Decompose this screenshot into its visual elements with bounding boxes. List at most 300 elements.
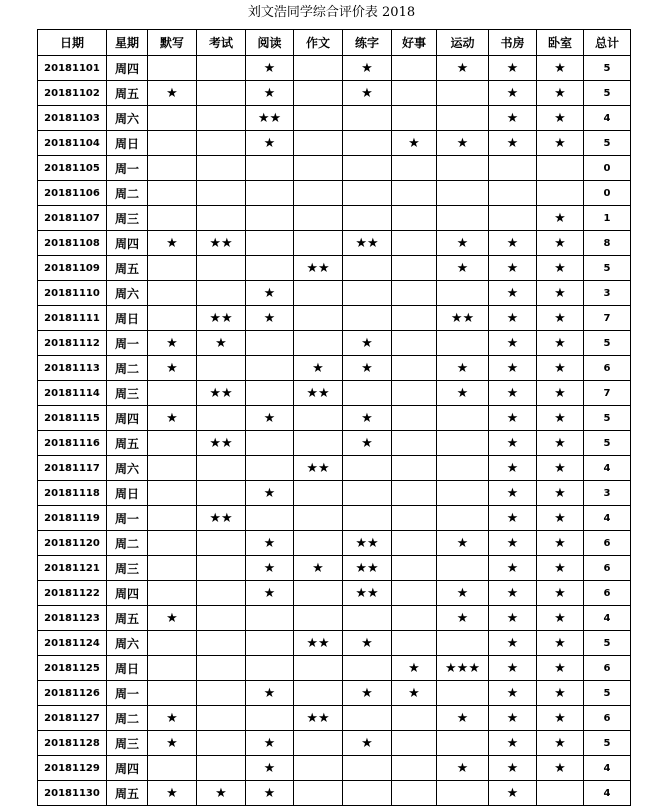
total-cell[interactable]: 5 [584, 331, 631, 356]
star-cell[interactable]: ★★ [197, 431, 246, 456]
star-cell[interactable] [197, 706, 246, 731]
column-header[interactable]: 卧室 [537, 30, 584, 56]
star-cell[interactable] [489, 206, 537, 231]
star-cell[interactable]: ★ [246, 681, 294, 706]
star-cell[interactable]: ★ [489, 331, 537, 356]
star-cell[interactable] [148, 256, 197, 281]
star-cell[interactable] [148, 681, 197, 706]
star-cell[interactable] [197, 281, 246, 306]
star-cell[interactable]: ★ [537, 581, 584, 606]
star-cell[interactable] [197, 406, 246, 431]
star-cell[interactable]: ★ [343, 731, 392, 756]
star-cell[interactable] [246, 156, 294, 181]
star-cell[interactable] [437, 456, 489, 481]
star-cell[interactable]: ★ [537, 81, 584, 106]
star-cell[interactable] [148, 431, 197, 456]
star-cell[interactable] [437, 556, 489, 581]
star-cell[interactable] [197, 531, 246, 556]
star-cell[interactable] [246, 431, 294, 456]
date-cell[interactable]: 20181129 [38, 756, 107, 781]
star-cell[interactable] [294, 531, 343, 556]
star-cell[interactable] [294, 81, 343, 106]
star-cell[interactable] [392, 56, 437, 81]
weekday-cell[interactable]: 周日 [107, 306, 148, 331]
star-cell[interactable]: ★ [294, 356, 343, 381]
star-cell[interactable]: ★ [489, 231, 537, 256]
total-cell[interactable]: 6 [584, 581, 631, 606]
star-cell[interactable]: ★ [343, 431, 392, 456]
star-cell[interactable] [197, 631, 246, 656]
total-cell[interactable]: 5 [584, 731, 631, 756]
star-cell[interactable]: ★ [489, 506, 537, 531]
star-cell[interactable]: ★ [489, 781, 537, 806]
star-cell[interactable] [343, 656, 392, 681]
star-cell[interactable]: ★ [197, 331, 246, 356]
star-cell[interactable] [197, 456, 246, 481]
total-cell[interactable]: 6 [584, 356, 631, 381]
total-cell[interactable]: 5 [584, 81, 631, 106]
star-cell[interactable]: ★★ [343, 556, 392, 581]
date-cell[interactable]: 20181107 [38, 206, 107, 231]
star-cell[interactable] [437, 431, 489, 456]
star-cell[interactable]: ★ [148, 606, 197, 631]
star-cell[interactable] [392, 456, 437, 481]
column-header[interactable]: 默写 [148, 30, 197, 56]
star-cell[interactable]: ★ [246, 306, 294, 331]
star-cell[interactable] [437, 731, 489, 756]
date-cell[interactable]: 20181104 [38, 131, 107, 156]
star-cell[interactable] [343, 306, 392, 331]
star-cell[interactable]: ★ [437, 56, 489, 81]
star-cell[interactable]: ★★ [197, 506, 246, 531]
star-cell[interactable] [294, 281, 343, 306]
star-cell[interactable]: ★ [489, 531, 537, 556]
total-cell[interactable]: 6 [584, 656, 631, 681]
star-cell[interactable] [437, 631, 489, 656]
star-cell[interactable]: ★ [537, 681, 584, 706]
star-cell[interactable]: ★ [537, 206, 584, 231]
star-cell[interactable] [197, 131, 246, 156]
star-cell[interactable] [537, 181, 584, 206]
weekday-cell[interactable]: 周五 [107, 81, 148, 106]
total-cell[interactable]: 4 [584, 506, 631, 531]
star-cell[interactable] [343, 506, 392, 531]
star-cell[interactable]: ★ [148, 731, 197, 756]
star-cell[interactable] [392, 756, 437, 781]
star-cell[interactable] [294, 131, 343, 156]
star-cell[interactable]: ★ [537, 431, 584, 456]
star-cell[interactable]: ★★★ [437, 656, 489, 681]
star-cell[interactable]: ★ [437, 231, 489, 256]
total-cell[interactable]: 3 [584, 481, 631, 506]
total-cell[interactable]: 5 [584, 131, 631, 156]
star-cell[interactable] [392, 231, 437, 256]
star-cell[interactable] [437, 106, 489, 131]
star-cell[interactable] [246, 631, 294, 656]
date-cell[interactable]: 20181122 [38, 581, 107, 606]
date-cell[interactable]: 20181106 [38, 181, 107, 206]
star-cell[interactable] [343, 381, 392, 406]
star-cell[interactable] [148, 181, 197, 206]
star-cell[interactable] [197, 681, 246, 706]
total-cell[interactable]: 4 [584, 456, 631, 481]
star-cell[interactable]: ★★ [294, 706, 343, 731]
weekday-cell[interactable]: 周六 [107, 631, 148, 656]
star-cell[interactable]: ★ [537, 231, 584, 256]
star-cell[interactable]: ★ [489, 681, 537, 706]
star-cell[interactable]: ★ [294, 556, 343, 581]
star-cell[interactable] [246, 331, 294, 356]
star-cell[interactable]: ★ [437, 756, 489, 781]
star-cell[interactable]: ★ [537, 556, 584, 581]
weekday-cell[interactable]: 周五 [107, 256, 148, 281]
star-cell[interactable] [392, 556, 437, 581]
star-cell[interactable] [537, 156, 584, 181]
date-cell[interactable]: 20181111 [38, 306, 107, 331]
star-cell[interactable] [197, 81, 246, 106]
star-cell[interactable]: ★ [537, 381, 584, 406]
star-cell[interactable]: ★ [437, 131, 489, 156]
star-cell[interactable] [148, 656, 197, 681]
star-cell[interactable] [294, 781, 343, 806]
star-cell[interactable]: ★ [489, 706, 537, 731]
star-cell[interactable] [246, 206, 294, 231]
star-cell[interactable] [392, 156, 437, 181]
date-cell[interactable]: 20181114 [38, 381, 107, 406]
date-cell[interactable]: 20181115 [38, 406, 107, 431]
star-cell[interactable] [343, 156, 392, 181]
star-cell[interactable]: ★★ [343, 531, 392, 556]
star-cell[interactable]: ★ [148, 231, 197, 256]
star-cell[interactable] [197, 556, 246, 581]
total-cell[interactable]: 7 [584, 306, 631, 331]
star-cell[interactable] [246, 256, 294, 281]
total-cell[interactable]: 4 [584, 606, 631, 631]
total-cell[interactable]: 6 [584, 531, 631, 556]
date-cell[interactable]: 20181112 [38, 331, 107, 356]
star-cell[interactable]: ★★ [197, 231, 246, 256]
weekday-cell[interactable]: 周四 [107, 231, 148, 256]
column-header[interactable]: 练字 [343, 30, 392, 56]
star-cell[interactable]: ★ [489, 356, 537, 381]
star-cell[interactable] [197, 656, 246, 681]
star-cell[interactable] [489, 181, 537, 206]
weekday-cell[interactable]: 周一 [107, 506, 148, 531]
star-cell[interactable] [392, 106, 437, 131]
star-cell[interactable] [148, 481, 197, 506]
star-cell[interactable] [294, 756, 343, 781]
weekday-cell[interactable]: 周一 [107, 331, 148, 356]
star-cell[interactable] [343, 131, 392, 156]
star-cell[interactable]: ★ [537, 756, 584, 781]
star-cell[interactable] [392, 781, 437, 806]
star-cell[interactable]: ★ [246, 531, 294, 556]
star-cell[interactable] [392, 281, 437, 306]
star-cell[interactable] [197, 206, 246, 231]
star-cell[interactable] [197, 256, 246, 281]
star-cell[interactable]: ★ [246, 281, 294, 306]
star-cell[interactable]: ★★ [294, 256, 343, 281]
star-cell[interactable]: ★ [148, 331, 197, 356]
date-cell[interactable]: 20181120 [38, 531, 107, 556]
star-cell[interactable] [246, 506, 294, 531]
star-cell[interactable] [197, 756, 246, 781]
star-cell[interactable]: ★ [537, 106, 584, 131]
star-cell[interactable]: ★ [437, 256, 489, 281]
star-cell[interactable] [392, 506, 437, 531]
date-cell[interactable]: 20181118 [38, 481, 107, 506]
star-cell[interactable] [148, 281, 197, 306]
weekday-cell[interactable]: 周一 [107, 156, 148, 181]
star-cell[interactable]: ★ [246, 756, 294, 781]
star-cell[interactable]: ★ [343, 356, 392, 381]
star-cell[interactable] [294, 431, 343, 456]
star-cell[interactable] [392, 356, 437, 381]
weekday-cell[interactable]: 周五 [107, 431, 148, 456]
star-cell[interactable] [343, 106, 392, 131]
date-cell[interactable]: 20181109 [38, 256, 107, 281]
star-cell[interactable]: ★ [392, 656, 437, 681]
star-cell[interactable] [246, 456, 294, 481]
total-cell[interactable]: 3 [584, 281, 631, 306]
date-cell[interactable]: 20181123 [38, 606, 107, 631]
total-cell[interactable]: 6 [584, 556, 631, 581]
star-cell[interactable] [392, 206, 437, 231]
star-cell[interactable]: ★ [537, 131, 584, 156]
star-cell[interactable] [148, 531, 197, 556]
star-cell[interactable] [148, 381, 197, 406]
total-cell[interactable]: 5 [584, 56, 631, 81]
star-cell[interactable]: ★ [246, 56, 294, 81]
date-cell[interactable]: 20181110 [38, 281, 107, 306]
star-cell[interactable]: ★ [343, 631, 392, 656]
star-cell[interactable] [437, 681, 489, 706]
star-cell[interactable]: ★ [537, 531, 584, 556]
weekday-cell[interactable]: 周二 [107, 181, 148, 206]
star-cell[interactable] [294, 306, 343, 331]
star-cell[interactable]: ★ [343, 681, 392, 706]
total-cell[interactable]: 7 [584, 381, 631, 406]
star-cell[interactable]: ★ [537, 256, 584, 281]
star-cell[interactable]: ★ [437, 606, 489, 631]
star-cell[interactable] [294, 231, 343, 256]
star-cell[interactable]: ★ [537, 656, 584, 681]
star-cell[interactable]: ★ [537, 631, 584, 656]
star-cell[interactable] [437, 506, 489, 531]
star-cell[interactable]: ★ [246, 581, 294, 606]
star-cell[interactable] [148, 156, 197, 181]
star-cell[interactable]: ★ [537, 606, 584, 631]
date-cell[interactable]: 20181128 [38, 731, 107, 756]
star-cell[interactable]: ★ [537, 506, 584, 531]
star-cell[interactable] [148, 306, 197, 331]
star-cell[interactable]: ★ [537, 456, 584, 481]
star-cell[interactable]: ★ [489, 581, 537, 606]
star-cell[interactable]: ★ [437, 356, 489, 381]
star-cell[interactable] [392, 581, 437, 606]
star-cell[interactable] [392, 481, 437, 506]
star-cell[interactable] [392, 731, 437, 756]
star-cell[interactable]: ★★ [246, 106, 294, 131]
column-header[interactable]: 星期 [107, 30, 148, 56]
star-cell[interactable] [148, 206, 197, 231]
star-cell[interactable] [197, 731, 246, 756]
date-cell[interactable]: 20181101 [38, 56, 107, 81]
star-cell[interactable] [294, 181, 343, 206]
date-cell[interactable]: 20181102 [38, 81, 107, 106]
weekday-cell[interactable]: 周日 [107, 481, 148, 506]
star-cell[interactable]: ★ [246, 406, 294, 431]
weekday-cell[interactable]: 周二 [107, 706, 148, 731]
star-cell[interactable]: ★ [489, 131, 537, 156]
star-cell[interactable]: ★ [489, 556, 537, 581]
star-cell[interactable]: ★ [537, 481, 584, 506]
star-cell[interactable] [343, 481, 392, 506]
star-cell[interactable] [489, 156, 537, 181]
column-header[interactable]: 考试 [197, 30, 246, 56]
date-cell[interactable]: 20181130 [38, 781, 107, 806]
date-cell[interactable]: 20181116 [38, 431, 107, 456]
star-cell[interactable] [437, 281, 489, 306]
star-cell[interactable]: ★ [148, 356, 197, 381]
weekday-cell[interactable]: 周五 [107, 781, 148, 806]
star-cell[interactable]: ★ [537, 731, 584, 756]
date-cell[interactable]: 20181121 [38, 556, 107, 581]
total-cell[interactable]: 4 [584, 106, 631, 131]
star-cell[interactable] [392, 381, 437, 406]
star-cell[interactable]: ★ [246, 781, 294, 806]
star-cell[interactable]: ★ [343, 81, 392, 106]
star-cell[interactable]: ★ [392, 681, 437, 706]
star-cell[interactable] [343, 756, 392, 781]
star-cell[interactable] [197, 56, 246, 81]
star-cell[interactable] [148, 506, 197, 531]
star-cell[interactable] [246, 706, 294, 731]
star-cell[interactable] [294, 506, 343, 531]
star-cell[interactable] [246, 606, 294, 631]
weekday-cell[interactable]: 周五 [107, 606, 148, 631]
star-cell[interactable]: ★ [489, 606, 537, 631]
star-cell[interactable] [148, 456, 197, 481]
star-cell[interactable] [294, 156, 343, 181]
star-cell[interactable]: ★ [489, 456, 537, 481]
star-cell[interactable]: ★ [343, 406, 392, 431]
total-cell[interactable]: 4 [584, 756, 631, 781]
star-cell[interactable] [294, 406, 343, 431]
star-cell[interactable] [246, 231, 294, 256]
star-cell[interactable] [294, 606, 343, 631]
star-cell[interactable]: ★ [437, 381, 489, 406]
star-cell[interactable] [343, 456, 392, 481]
star-cell[interactable] [197, 581, 246, 606]
star-cell[interactable] [246, 181, 294, 206]
star-cell[interactable] [294, 106, 343, 131]
star-cell[interactable] [343, 781, 392, 806]
date-cell[interactable]: 20181108 [38, 231, 107, 256]
column-header[interactable]: 作文 [294, 30, 343, 56]
star-cell[interactable]: ★ [148, 81, 197, 106]
star-cell[interactable]: ★ [489, 56, 537, 81]
star-cell[interactable] [437, 481, 489, 506]
total-cell[interactable]: 0 [584, 181, 631, 206]
star-cell[interactable]: ★ [489, 81, 537, 106]
star-cell[interactable] [294, 656, 343, 681]
star-cell[interactable] [294, 56, 343, 81]
star-cell[interactable]: ★★ [343, 231, 392, 256]
star-cell[interactable] [343, 281, 392, 306]
weekday-cell[interactable]: 周二 [107, 531, 148, 556]
star-cell[interactable]: ★★ [197, 381, 246, 406]
weekday-cell[interactable]: 周四 [107, 56, 148, 81]
star-cell[interactable] [392, 331, 437, 356]
total-cell[interactable]: 5 [584, 431, 631, 456]
star-cell[interactable]: ★ [246, 81, 294, 106]
star-cell[interactable]: ★ [537, 331, 584, 356]
total-cell[interactable]: 5 [584, 256, 631, 281]
star-cell[interactable] [437, 156, 489, 181]
date-cell[interactable]: 20181124 [38, 631, 107, 656]
star-cell[interactable] [148, 631, 197, 656]
star-cell[interactable]: ★ [437, 581, 489, 606]
star-cell[interactable] [197, 481, 246, 506]
date-cell[interactable]: 20181103 [38, 106, 107, 131]
star-cell[interactable]: ★ [537, 56, 584, 81]
weekday-cell[interactable]: 周三 [107, 381, 148, 406]
star-cell[interactable]: ★ [537, 356, 584, 381]
total-cell[interactable]: 1 [584, 206, 631, 231]
star-cell[interactable] [148, 131, 197, 156]
star-cell[interactable] [148, 56, 197, 81]
star-cell[interactable] [246, 656, 294, 681]
star-cell[interactable] [246, 356, 294, 381]
star-cell[interactable]: ★ [489, 481, 537, 506]
weekday-cell[interactable]: 周三 [107, 206, 148, 231]
star-cell[interactable]: ★ [489, 256, 537, 281]
total-cell[interactable]: 4 [584, 781, 631, 806]
star-cell[interactable] [148, 581, 197, 606]
star-cell[interactable]: ★ [148, 706, 197, 731]
star-cell[interactable]: ★★ [343, 581, 392, 606]
column-header[interactable]: 运动 [437, 30, 489, 56]
star-cell[interactable]: ★ [489, 406, 537, 431]
star-cell[interactable] [294, 206, 343, 231]
weekday-cell[interactable]: 周一 [107, 681, 148, 706]
star-cell[interactable]: ★ [343, 56, 392, 81]
star-cell[interactable] [437, 81, 489, 106]
star-cell[interactable] [392, 406, 437, 431]
star-cell[interactable]: ★ [392, 131, 437, 156]
star-cell[interactable]: ★ [437, 706, 489, 731]
star-cell[interactable] [343, 181, 392, 206]
star-cell[interactable]: ★ [489, 656, 537, 681]
weekday-cell[interactable]: 周日 [107, 656, 148, 681]
star-cell[interactable] [392, 81, 437, 106]
star-cell[interactable]: ★ [489, 106, 537, 131]
star-cell[interactable]: ★ [246, 481, 294, 506]
weekday-cell[interactable]: 周六 [107, 106, 148, 131]
star-cell[interactable]: ★★ [294, 456, 343, 481]
star-cell[interactable] [437, 781, 489, 806]
weekday-cell[interactable]: 周四 [107, 406, 148, 431]
column-header[interactable]: 总计 [584, 30, 631, 56]
date-cell[interactable]: 20181113 [38, 356, 107, 381]
column-header[interactable]: 日期 [38, 30, 107, 56]
star-cell[interactable]: ★ [489, 756, 537, 781]
star-cell[interactable]: ★★ [197, 306, 246, 331]
star-cell[interactable] [392, 306, 437, 331]
star-cell[interactable]: ★ [197, 781, 246, 806]
weekday-cell[interactable]: 周二 [107, 356, 148, 381]
